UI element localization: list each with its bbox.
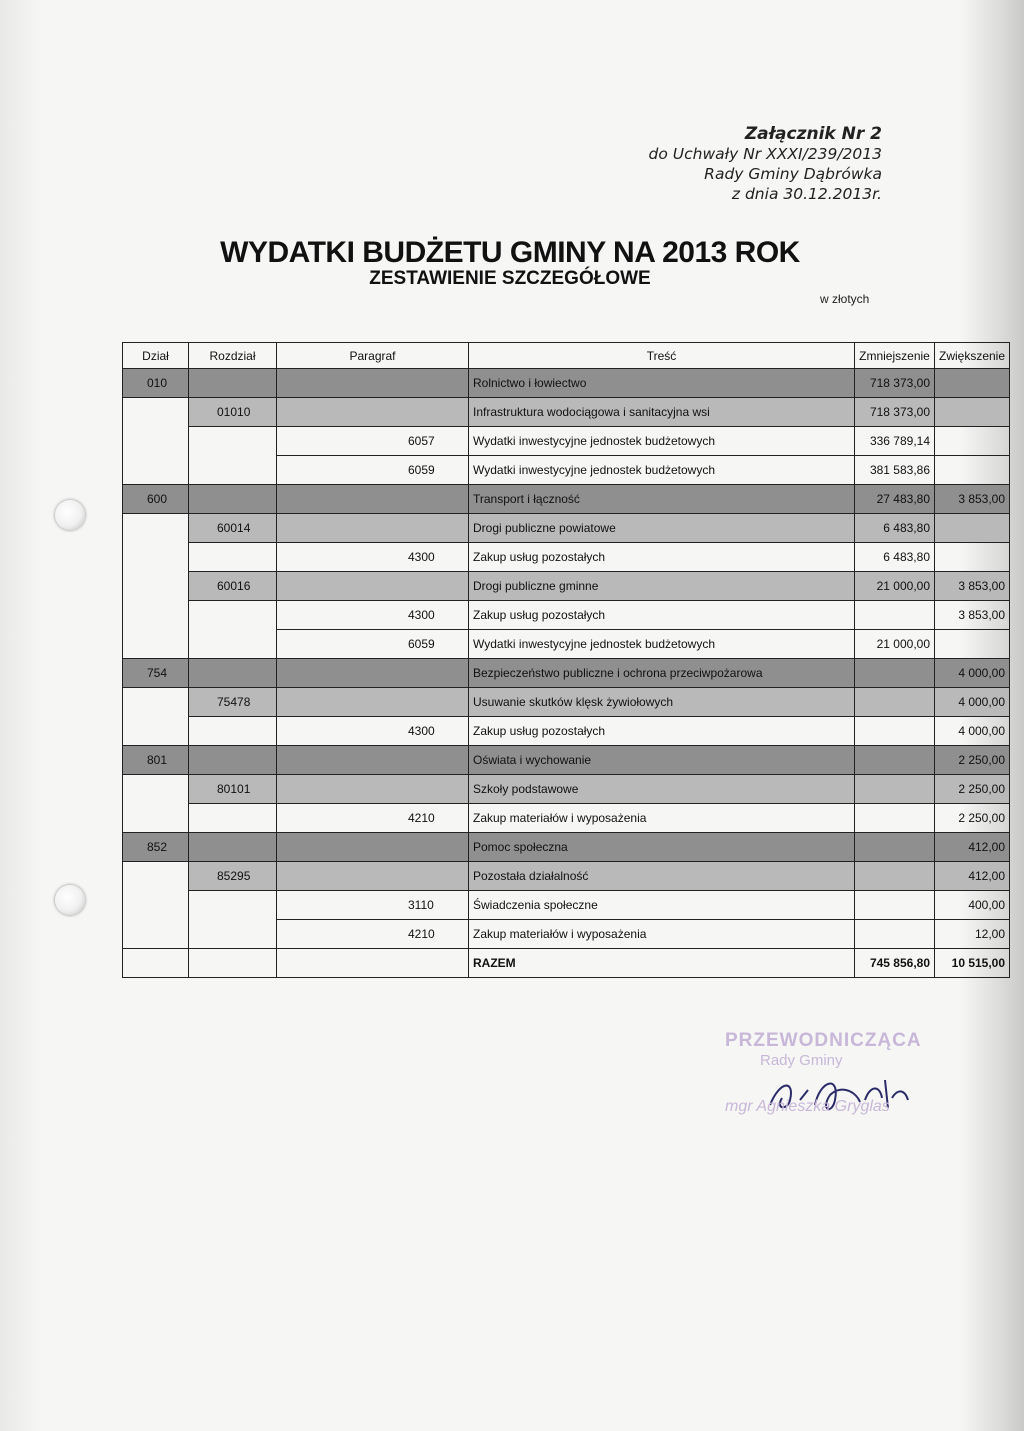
cell-paragraf <box>277 514 469 543</box>
cell-zwiekszenie: 400,00 <box>935 891 1010 920</box>
table-row <box>123 920 1010 949</box>
cell-rozdzial <box>189 659 277 688</box>
cell-zwiekszenie: 3 853,00 <box>935 485 1010 514</box>
cell-dzial: 010 <box>123 369 189 398</box>
cell-tresc: Infrastruktura wodociągowa i sanitacyjna wsi <box>469 398 855 427</box>
total-zwiekszenie: 10 515,00 <box>935 949 1010 978</box>
cell-paragraf: 6057 <box>277 427 469 456</box>
cell-dzial <box>123 456 189 485</box>
cell-tresc: Drogi publiczne powiatowe <box>469 514 855 543</box>
cell-zmniejszenie <box>855 920 935 949</box>
cell-zwiekszenie <box>935 630 1010 659</box>
cell-zmniejszenie: 336 789,14 <box>855 427 935 456</box>
cell-zmniejszenie <box>855 717 935 746</box>
cell-paragraf <box>277 369 469 398</box>
stamp-council: Rady Gminy <box>760 1052 843 1069</box>
cell-zmniejszenie: 718 373,00 <box>855 398 935 427</box>
punch-hole-bottom <box>55 885 85 915</box>
cell-rozdzial: 85295 <box>189 862 277 891</box>
annex-resolution: do Uchwały Nr XXXI/239/2013 <box>648 145 882 163</box>
cell-tresc: Oświata i wychowanie <box>469 746 855 775</box>
cell-zwiekszenie: 412,00 <box>935 862 1010 891</box>
annex-date: z dnia 30.12.2013r. <box>731 185 882 203</box>
cell-tresc: Zakup usług pozostałych <box>469 601 855 630</box>
table-row <box>123 398 1010 427</box>
cell-tresc: Bezpieczeństwo publiczne i ochrona przeciwpożarowa <box>469 659 855 688</box>
cell-tresc: Zakup usług pozostałych <box>469 717 855 746</box>
currency-unit-note: w złotych <box>820 292 870 306</box>
cell-tresc: Pozostała działalność <box>469 862 855 891</box>
cell-paragraf: 4210 <box>277 920 469 949</box>
cell-paragraf <box>277 746 469 775</box>
table-row <box>123 572 1010 601</box>
header-rozdzial: Rozdział <box>189 343 277 369</box>
cell-paragraf <box>277 485 469 514</box>
table-row <box>123 775 1010 804</box>
cell-tresc: Zakup materiałów i wyposażenia <box>469 804 855 833</box>
cell-paragraf <box>277 659 469 688</box>
cell-paragraf: 4300 <box>277 717 469 746</box>
cell-rozdzial: 80101 <box>189 775 277 804</box>
cell-zwiekszenie: 4 000,00 <box>935 659 1010 688</box>
cell-zwiekszenie: 2 250,00 <box>935 804 1010 833</box>
cell-zmniejszenie <box>855 688 935 717</box>
cell-tresc: Drogi publiczne gminne <box>469 572 855 601</box>
cell-rozdzial <box>189 456 277 485</box>
cell-rozdzial <box>189 427 277 456</box>
table-row <box>123 456 1010 485</box>
cell-tresc: Transport i łączność <box>469 485 855 514</box>
cell-dzial <box>123 920 189 949</box>
cell-zmniejszenie <box>855 601 935 630</box>
table-row <box>123 543 1010 572</box>
cell-dzial <box>123 427 189 456</box>
table-row <box>123 804 1010 833</box>
total-empty-cell <box>189 949 277 978</box>
cell-zmniejszenie <box>855 746 935 775</box>
cell-rozdzial <box>189 485 277 514</box>
cell-zwiekszenie: 2 250,00 <box>935 746 1010 775</box>
cell-zmniejszenie <box>855 833 935 862</box>
cell-rozdzial: 60014 <box>189 514 277 543</box>
table-row <box>123 601 1010 630</box>
table-row <box>123 688 1010 717</box>
cell-tresc: Świadczenia społeczne <box>469 891 855 920</box>
cell-dzial: 754 <box>123 659 189 688</box>
header-dzial: Dział <box>123 343 189 369</box>
cell-paragraf <box>277 862 469 891</box>
table-header-row <box>123 343 1010 369</box>
stamp-name: mgr Agnieszka Gryglas <box>725 1098 890 1115</box>
cell-dzial: 852 <box>123 833 189 862</box>
cell-rozdzial <box>189 369 277 398</box>
cell-zwiekszenie: 4 000,00 <box>935 717 1010 746</box>
cell-rozdzial <box>189 630 277 659</box>
table-row <box>123 833 1010 862</box>
cell-dzial <box>123 804 189 833</box>
header-zmniejszenie: Zmniejszenie <box>855 343 935 369</box>
cell-zwiekszenie <box>935 456 1010 485</box>
table-row <box>123 659 1010 688</box>
cell-paragraf <box>277 775 469 804</box>
cell-zwiekszenie <box>935 398 1010 427</box>
total-empty-cell <box>123 949 189 978</box>
cell-dzial: 801 <box>123 746 189 775</box>
total-label: RAZEM <box>469 949 855 978</box>
cell-paragraf <box>277 833 469 862</box>
table-row <box>123 630 1010 659</box>
cell-paragraf: 6059 <box>277 630 469 659</box>
header-zwiekszenie: Zwiększenie <box>935 343 1010 369</box>
cell-zwiekszenie: 2 250,00 <box>935 775 1010 804</box>
table-row <box>123 427 1010 456</box>
cell-tresc: Wydatki inwestycyjne jednostek budżetowych <box>469 427 855 456</box>
cell-zwiekszenie: 3 853,00 <box>935 601 1010 630</box>
signature-stamp <box>705 1030 922 1140</box>
table-row <box>123 514 1010 543</box>
cell-dzial <box>123 891 189 920</box>
cell-rozdzial <box>189 920 277 949</box>
cell-tresc: Zakup usług pozostałych <box>469 543 855 572</box>
cell-tresc: Wydatki inwestycyjne jednostek budżetowych <box>469 630 855 659</box>
cell-rozdzial <box>189 746 277 775</box>
cell-zmniejszenie: 6 483,80 <box>855 543 935 572</box>
cell-dzial <box>123 601 189 630</box>
cell-zmniejszenie <box>855 659 935 688</box>
cell-dzial <box>123 514 189 543</box>
cell-rozdzial: 01010 <box>189 398 277 427</box>
cell-dzial <box>123 630 189 659</box>
cell-dzial: 600 <box>123 485 189 514</box>
cell-zmniejszenie: 21 000,00 <box>855 572 935 601</box>
cell-tresc: Pomoc społeczna <box>469 833 855 862</box>
annex-council: Rady Gminy Dąbrówka <box>704 165 882 183</box>
cell-zwiekszenie <box>935 514 1010 543</box>
cell-zwiekszenie <box>935 543 1010 572</box>
punch-hole-top <box>55 500 85 530</box>
cell-dzial <box>123 717 189 746</box>
cell-rozdzial: 60016 <box>189 572 277 601</box>
cell-dzial <box>123 688 189 717</box>
cell-paragraf <box>277 688 469 717</box>
table-row <box>123 369 1010 398</box>
cell-zwiekszenie <box>935 427 1010 456</box>
cell-dzial <box>123 862 189 891</box>
header-tresc: Treść <box>469 343 855 369</box>
cell-paragraf <box>277 398 469 427</box>
cell-paragraf: 6059 <box>277 456 469 485</box>
cell-zwiekszenie: 3 853,00 <box>935 572 1010 601</box>
cell-tresc: Szkoły podstawowe <box>469 775 855 804</box>
cell-zwiekszenie: 412,00 <box>935 833 1010 862</box>
total-row <box>123 949 1010 978</box>
cell-zmniejszenie: 381 583,86 <box>855 456 935 485</box>
cell-paragraf: 4210 <box>277 804 469 833</box>
cell-zwiekszenie <box>935 369 1010 398</box>
cell-rozdzial <box>189 804 277 833</box>
cell-zwiekszenie: 12,00 <box>935 920 1010 949</box>
cell-rozdzial <box>189 717 277 746</box>
cell-tresc: Usuwanie skutków klęsk żywiołowych <box>469 688 855 717</box>
cell-paragraf: 4300 <box>277 601 469 630</box>
cell-zwiekszenie: 4 000,00 <box>935 688 1010 717</box>
cell-dzial <box>123 775 189 804</box>
budget-table <box>122 342 1010 978</box>
cell-tresc: Wydatki inwestycyjne jednostek budżetowych <box>469 456 855 485</box>
table-row <box>123 485 1010 514</box>
cell-tresc: Zakup materiałów i wyposażenia <box>469 920 855 949</box>
cell-rozdzial <box>189 543 277 572</box>
table-row <box>123 891 1010 920</box>
cell-zmniejszenie <box>855 804 935 833</box>
cell-dzial <box>123 572 189 601</box>
annex-header <box>560 124 882 204</box>
table-row <box>123 717 1010 746</box>
cell-paragraf: 3110 <box>277 891 469 920</box>
cell-rozdzial: 75478 <box>189 688 277 717</box>
cell-paragraf: 4300 <box>277 543 469 572</box>
cell-dzial <box>123 398 189 427</box>
cell-zmniejszenie: 27 483,80 <box>855 485 935 514</box>
cell-rozdzial <box>189 891 277 920</box>
table-row <box>123 862 1010 891</box>
total-empty-cell <box>277 949 469 978</box>
cell-rozdzial <box>189 601 277 630</box>
cell-zmniejszenie: 21 000,00 <box>855 630 935 659</box>
cell-paragraf <box>277 572 469 601</box>
document-subtitle: ZESTAWIENIE SZCZEGÓŁOWE <box>369 268 651 289</box>
cell-zmniejszenie: 6 483,80 <box>855 514 935 543</box>
cell-zmniejszenie <box>855 891 935 920</box>
cell-rozdzial <box>189 833 277 862</box>
document-title: WYDATKI BUDŻETU GMINY NA 2013 ROK <box>220 236 800 269</box>
cell-dzial <box>123 543 189 572</box>
cell-zmniejszenie: 718 373,00 <box>855 369 935 398</box>
table-row <box>123 746 1010 775</box>
stamp-title: PRZEWODNICZĄCA <box>725 1030 922 1051</box>
cell-tresc: Rolnictwo i łowiectwo <box>469 369 855 398</box>
cell-zmniejszenie <box>855 775 935 804</box>
cell-zmniejszenie <box>855 862 935 891</box>
annex-number: Załącznik Nr 2 <box>744 124 882 144</box>
total-zmniejszenie: 745 856,80 <box>855 949 935 978</box>
header-paragraf: Paragraf <box>277 343 469 369</box>
